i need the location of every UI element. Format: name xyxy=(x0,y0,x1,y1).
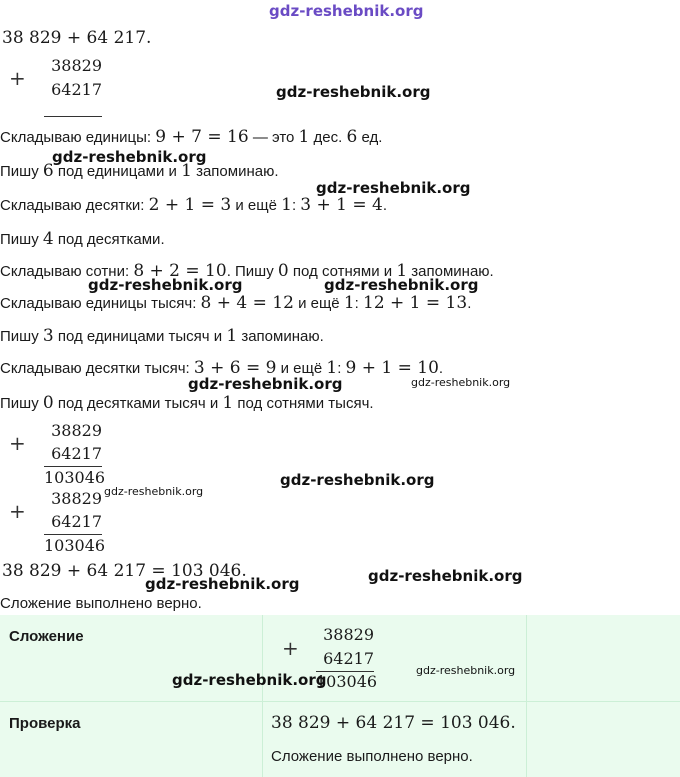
step-write-ten-thousands: Пишу 0 под десятками тысяч и 1 под сотнями тысяч. xyxy=(0,393,374,413)
watermark: gdz-reshebnik.org xyxy=(276,83,431,101)
watermark-top: gdz-reshebnik.org xyxy=(269,2,424,20)
sum-line xyxy=(44,534,102,535)
column-divider xyxy=(262,615,263,777)
addend-2: 64217 xyxy=(51,80,102,99)
sum-result: 103046 xyxy=(44,536,106,555)
step-write-tens: Пишу 4 под десятками. xyxy=(0,229,165,249)
watermark: gdz-reshebnik.org xyxy=(88,276,243,294)
addend-1: 38829 xyxy=(323,625,374,644)
addend-1: 38829 xyxy=(51,56,102,75)
verdict-text: Сложение выполнено верно. xyxy=(0,595,202,612)
watermark: gdz-reshebnik.org xyxy=(368,567,523,585)
row-label-check: Проверка xyxy=(9,715,81,732)
addend-2: 64217 xyxy=(51,512,102,531)
step-ten-thousands: Складываю десятки тысяч: 3 + 6 = 9 и ещё 1: 9 + 1 = 10. xyxy=(0,358,444,378)
summary-table xyxy=(0,615,680,777)
sum-result: 103046 xyxy=(44,468,106,487)
sum-line xyxy=(44,116,102,117)
header-expression: 38 829 + 64 217. xyxy=(2,28,152,48)
plus-sign: + xyxy=(9,66,26,90)
step-units: Складываю единицы: 9 + 7 = 16 — это 1 дес. 6 ед. xyxy=(0,127,383,147)
step-write-thousands: Пишу 3 под единицами тысяч и 1 запоминаю. xyxy=(0,326,324,346)
check-expression: 38 829 + 64 217 = 103 046. xyxy=(271,713,516,733)
check-verdict: Сложение выполнено верно. xyxy=(271,748,473,765)
watermark-small: gdz-reshebnik.org xyxy=(104,485,204,498)
sum-line xyxy=(44,466,102,467)
sum-result: 103046 xyxy=(316,672,378,691)
row-label-addition: Сложение xyxy=(9,628,84,645)
plus-sign: + xyxy=(282,636,299,660)
watermark-small: gdz-reshebnik.org xyxy=(416,664,516,677)
step-thousands: Складываю единицы тысяч: 8 + 4 = 12 и ещё 1: 12 + 1 = 13. xyxy=(0,293,472,313)
step-hundreds: Складываю сотни: 8 + 2 = 10. Пишу 0 под сотнями и 1 запоминаю. xyxy=(0,261,494,281)
watermark: gdz-reshebnik.org xyxy=(172,671,327,689)
addend-1: 38829 xyxy=(51,489,102,508)
plus-sign: + xyxy=(9,499,26,523)
result-expression: 38 829 + 64 217 = 103 046. xyxy=(2,561,247,581)
watermark: gdz-reshebnik.org xyxy=(280,471,435,489)
step-tens: Складываю десятки: 2 + 1 = 3 и ещё 1: 3 + 1 = 4. xyxy=(0,195,388,215)
plus-sign: + xyxy=(9,431,26,455)
watermark: gdz-reshebnik.org xyxy=(316,179,471,197)
addend-2: 64217 xyxy=(51,444,102,463)
row-divider xyxy=(0,701,680,702)
column-divider xyxy=(526,615,527,777)
watermark-small: gdz-reshebnik.org xyxy=(411,376,511,389)
addend-2: 64217 xyxy=(323,649,374,668)
watermark: gdz-reshebnik.org xyxy=(188,375,343,393)
watermark: gdz-reshebnik.org xyxy=(145,575,300,593)
watermark: gdz-reshebnik.org xyxy=(324,276,479,294)
addend-1: 38829 xyxy=(51,421,102,440)
step-write-units: Пишу 6 под единицами и 1 запоминаю. xyxy=(0,161,279,181)
watermark: gdz-reshebnik.org xyxy=(52,148,207,166)
